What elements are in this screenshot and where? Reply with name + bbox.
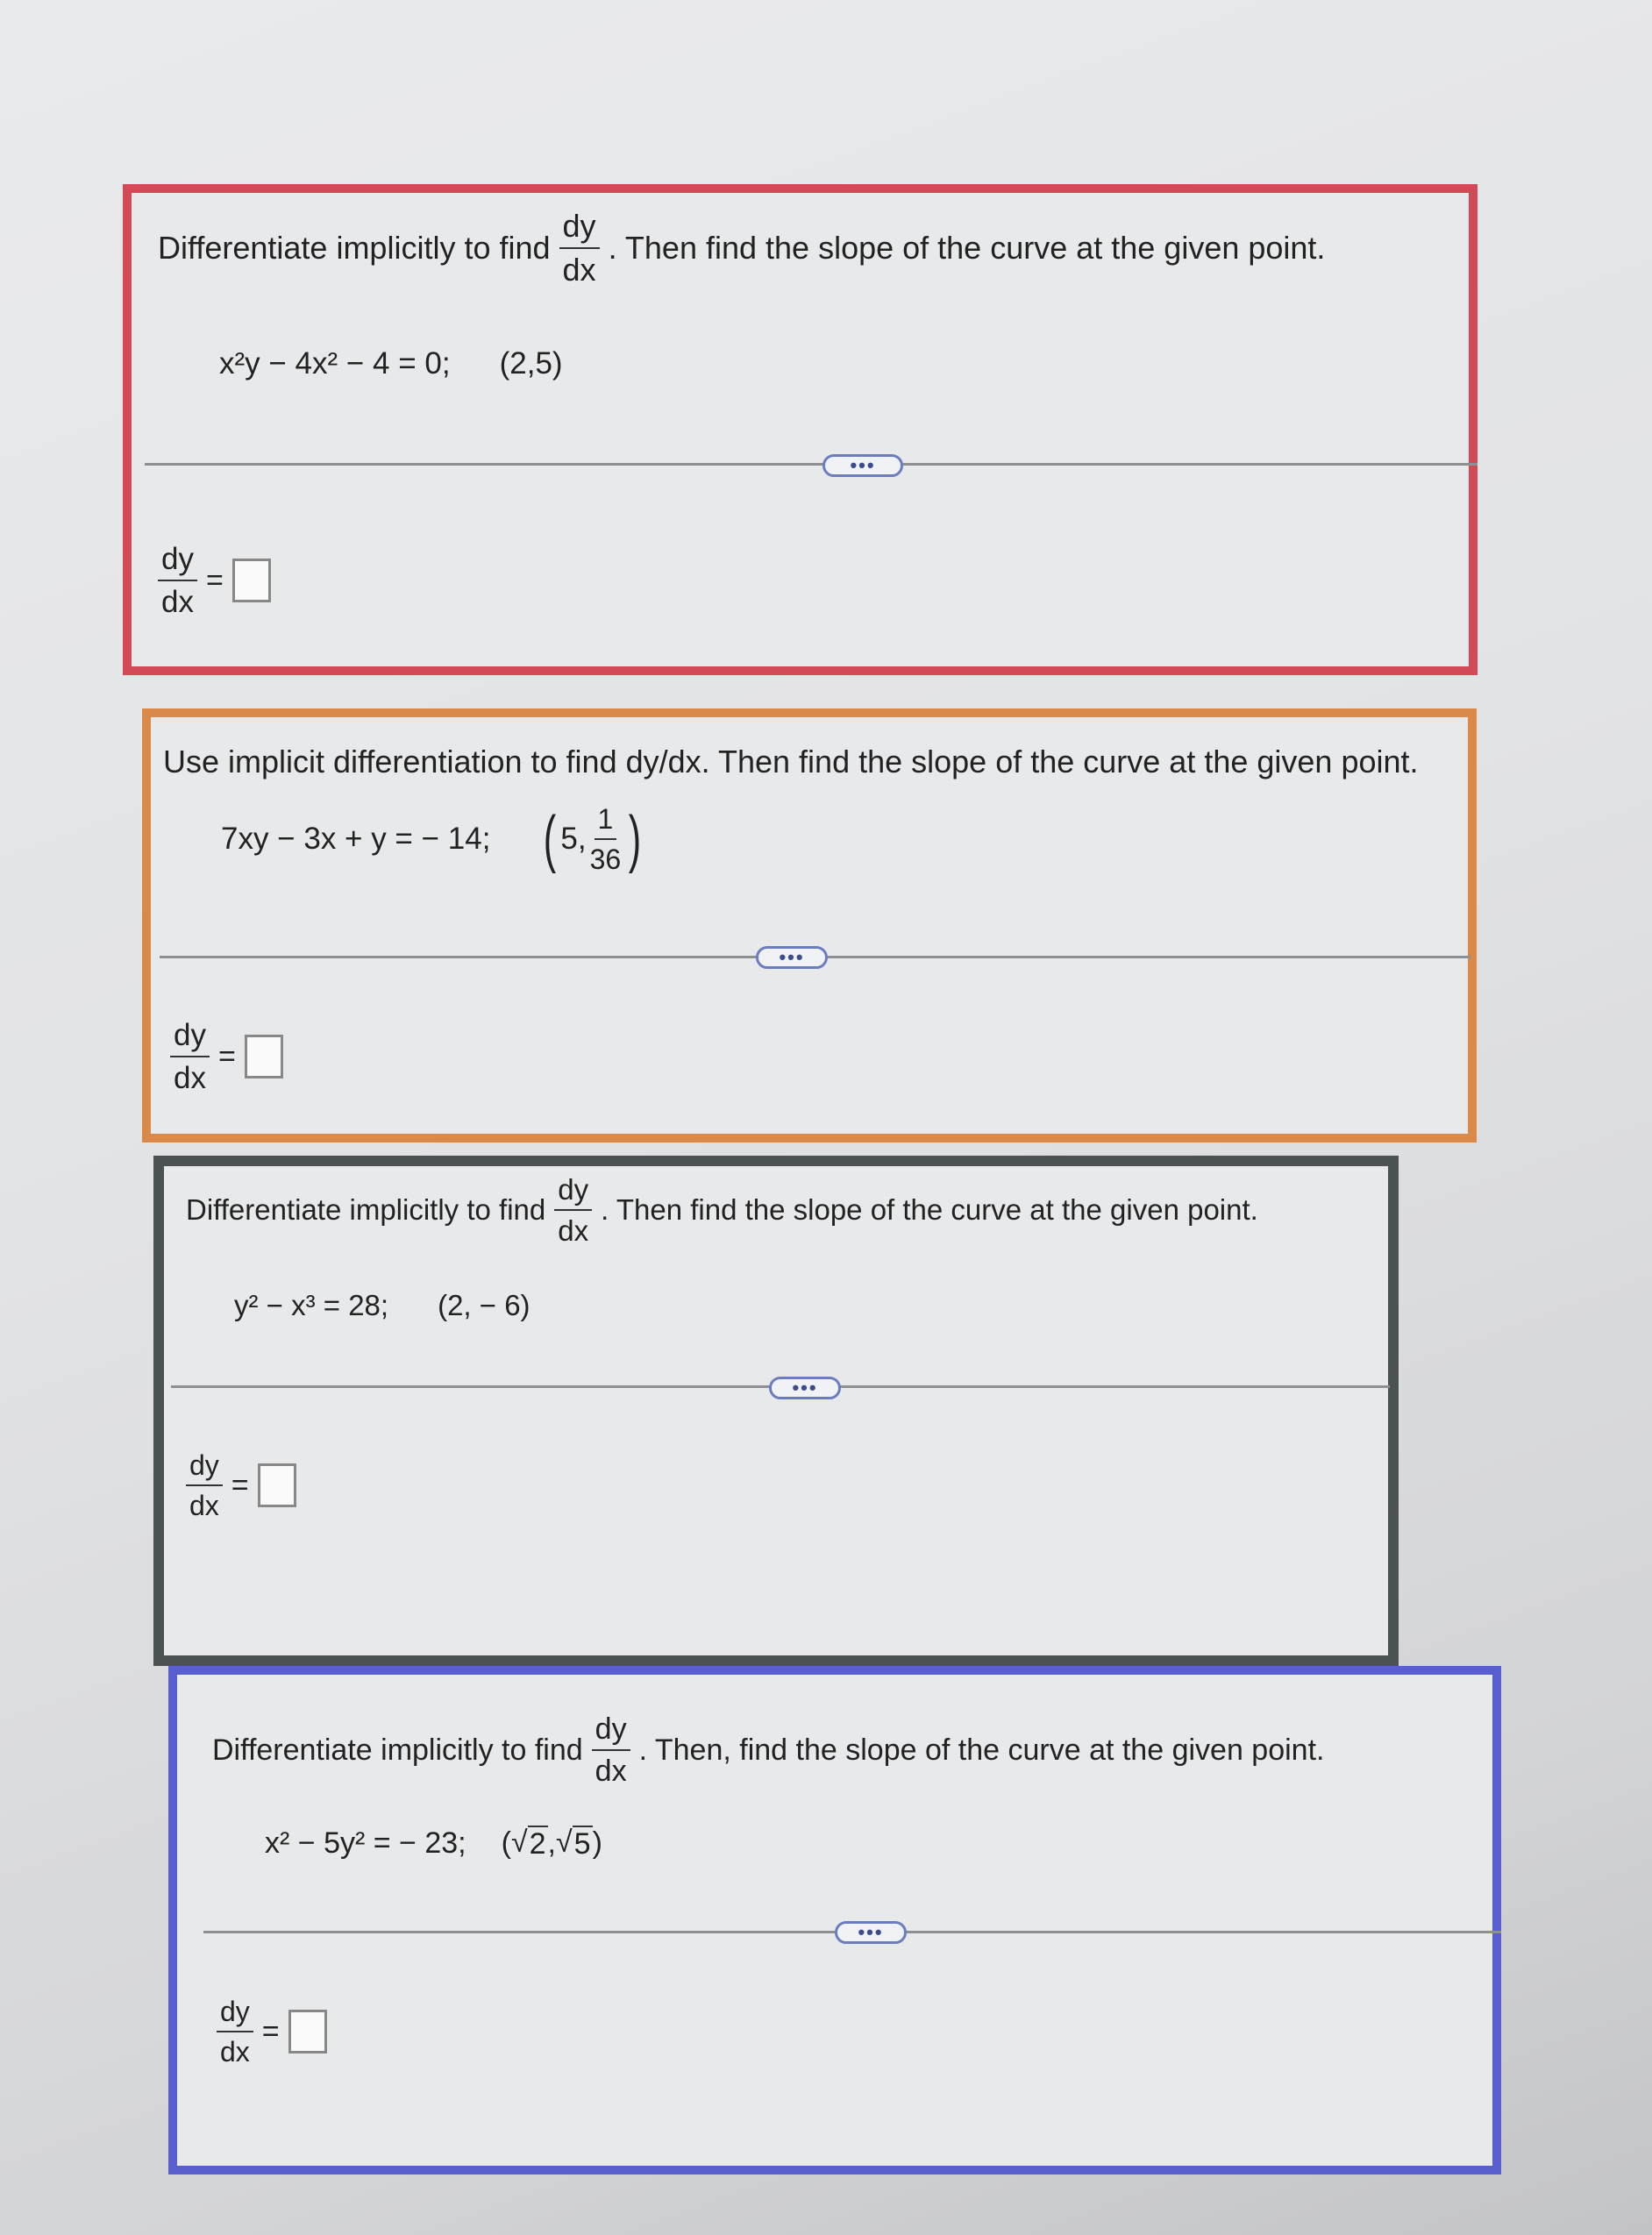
answer-input-box[interactable] xyxy=(258,1463,296,1507)
dy-dx-fraction: $\frac{dy}{dx}$ xyxy=(158,544,197,617)
problem-prompt: Use implicit differentiation to find dy/dx. Then find the slope of the curve at the given point. xyxy=(163,744,1419,779)
equation xyxy=(219,346,563,381)
equals-sign: = xyxy=(217,1039,236,1073)
problem-card-2 xyxy=(142,708,1477,1142)
more-options-button[interactable]: ••• xyxy=(769,1377,841,1399)
given-point xyxy=(539,805,645,873)
equation-text: y² − x³ = 28; xyxy=(234,1289,389,1321)
equals-sign: = xyxy=(261,2014,280,2048)
dy-dx-fraction: $\frac{dy}{dx}$ xyxy=(554,1175,592,1245)
dy-dx-fraction: $\frac{dy}{dx}$ xyxy=(592,1714,630,1786)
equation-text: x²y − 4x² − 4 = 0; xyxy=(219,346,451,381)
equals-sign: = xyxy=(231,1468,249,1502)
equals-sign: = xyxy=(205,563,224,597)
problem-card-1 xyxy=(123,184,1478,675)
problem-prompt xyxy=(212,1714,1324,1786)
problem-card-4 xyxy=(168,1666,1501,2174)
answer-row xyxy=(186,1451,296,1520)
right-paren: ) xyxy=(629,804,642,874)
problem-card-3 xyxy=(153,1156,1399,1666)
problem-prompt xyxy=(158,210,1325,286)
prompt-text-suffix: . Then, find the slope of the curve at the given point. xyxy=(638,1733,1325,1767)
equation-text: x² − 5y² = − 23; xyxy=(265,1826,466,1860)
answer-input-box[interactable] xyxy=(245,1035,283,1078)
answer-input-box[interactable] xyxy=(232,559,271,602)
left-paren: ( xyxy=(544,804,557,874)
dy-dx-fraction: $\frac{dy}{dx}$ xyxy=(217,1997,253,2066)
point-x: 5, xyxy=(560,822,587,856)
answer-row xyxy=(170,1020,283,1093)
prompt-text-suffix: . Then find the slope of the curve at the given point. xyxy=(608,230,1326,266)
prompt-text: Differentiate implicitly to find xyxy=(158,230,551,266)
given-point xyxy=(502,1826,602,1861)
prompt-text: Differentiate implicitly to find xyxy=(212,1733,583,1767)
given-point: (2, − 6) xyxy=(438,1289,530,1321)
equation-text: 7xy − 3x + y = − 14; xyxy=(221,822,491,856)
dy-dx-fraction: $\frac{dy}{dx}$ xyxy=(170,1020,210,1093)
sqrt-a: √ 2 xyxy=(510,1826,546,1861)
answer-input-box[interactable] xyxy=(288,2010,327,2053)
left-paren: ( xyxy=(501,1826,511,1860)
dy-dx-fraction: $\frac{dy}{dx}$ xyxy=(186,1451,223,1520)
equation xyxy=(265,1826,602,1861)
point-y-fraction: $\frac{1}{36}$ xyxy=(589,803,622,875)
answer-row xyxy=(217,1997,327,2066)
equation xyxy=(221,805,645,873)
equation xyxy=(234,1289,530,1322)
more-options-button[interactable]: ••• xyxy=(835,1921,907,1944)
given-point: (2,5) xyxy=(499,346,563,381)
problem-prompt xyxy=(186,1175,1258,1245)
answer-row xyxy=(158,544,271,617)
more-options-button[interactable]: ••• xyxy=(822,454,903,477)
dy-dx-fraction: $\frac{dy}{dx}$ xyxy=(559,210,600,286)
more-options-button[interactable]: ••• xyxy=(756,946,828,969)
section-divider xyxy=(145,463,1478,466)
prompt-text-suffix: . Then find the slope of the curve at the given point. xyxy=(601,1193,1258,1226)
comma: , xyxy=(547,1826,556,1860)
right-paren: ) xyxy=(592,1826,602,1860)
sqrt-b: √ 5 xyxy=(556,1826,591,1861)
prompt-text: Differentiate implicitly to find xyxy=(186,1193,546,1226)
